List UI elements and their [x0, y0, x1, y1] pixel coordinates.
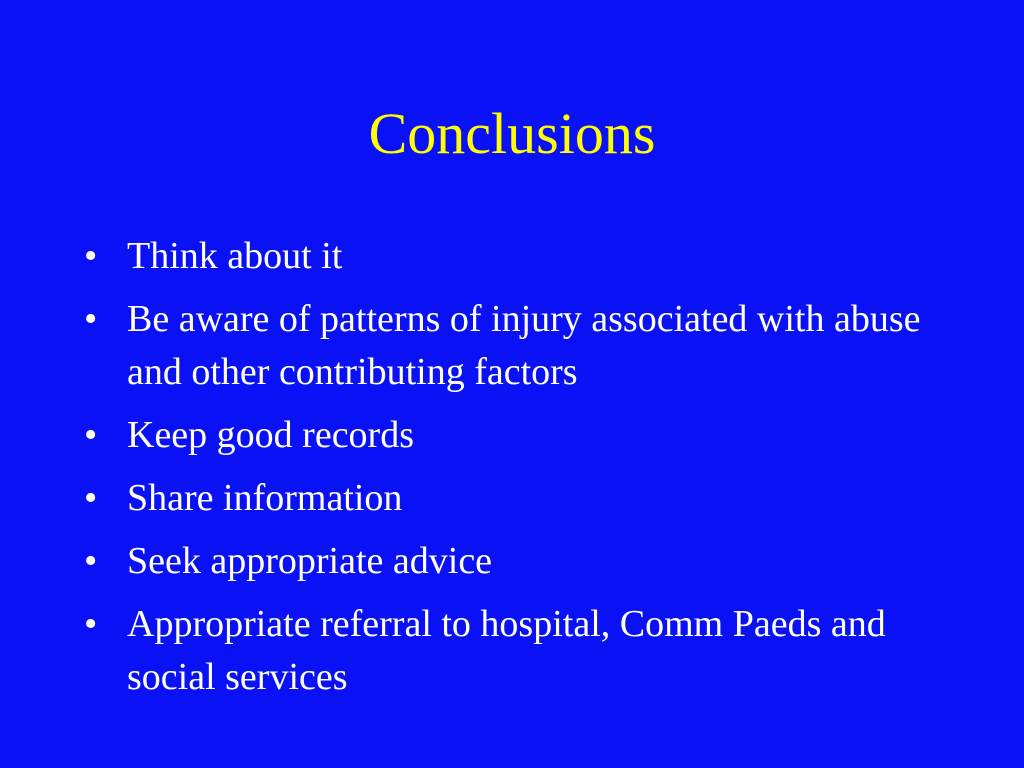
bullet-list	[84, 230, 944, 714]
bullet-text: Share information	[127, 477, 403, 519]
bullet-item	[84, 598, 944, 704]
bullet-item	[84, 293, 944, 399]
bullet-item	[84, 409, 944, 462]
slide-title: Conclusions	[368, 101, 656, 166]
bullet-text: Be aware of patterns of injury associated with abuse and other contributing factors	[127, 298, 921, 393]
bullet-icon: •	[84, 414, 98, 456]
bullet-text: Appropriate referral to hospital, Comm Paeds and social services	[127, 603, 886, 698]
bullet-icon: •	[84, 540, 98, 582]
bullet-icon: •	[84, 235, 98, 277]
bullet-item	[84, 535, 944, 588]
bullet-icon: •	[84, 477, 98, 519]
bullet-icon: •	[84, 603, 98, 645]
bullet-text: Seek appropriate advice	[127, 540, 493, 582]
bullet-text: Keep good records	[127, 414, 415, 456]
bullet-item	[84, 472, 944, 525]
bullet-item	[84, 230, 944, 283]
bullet-icon: •	[84, 298, 98, 340]
bullet-text: Think about it	[127, 235, 343, 277]
